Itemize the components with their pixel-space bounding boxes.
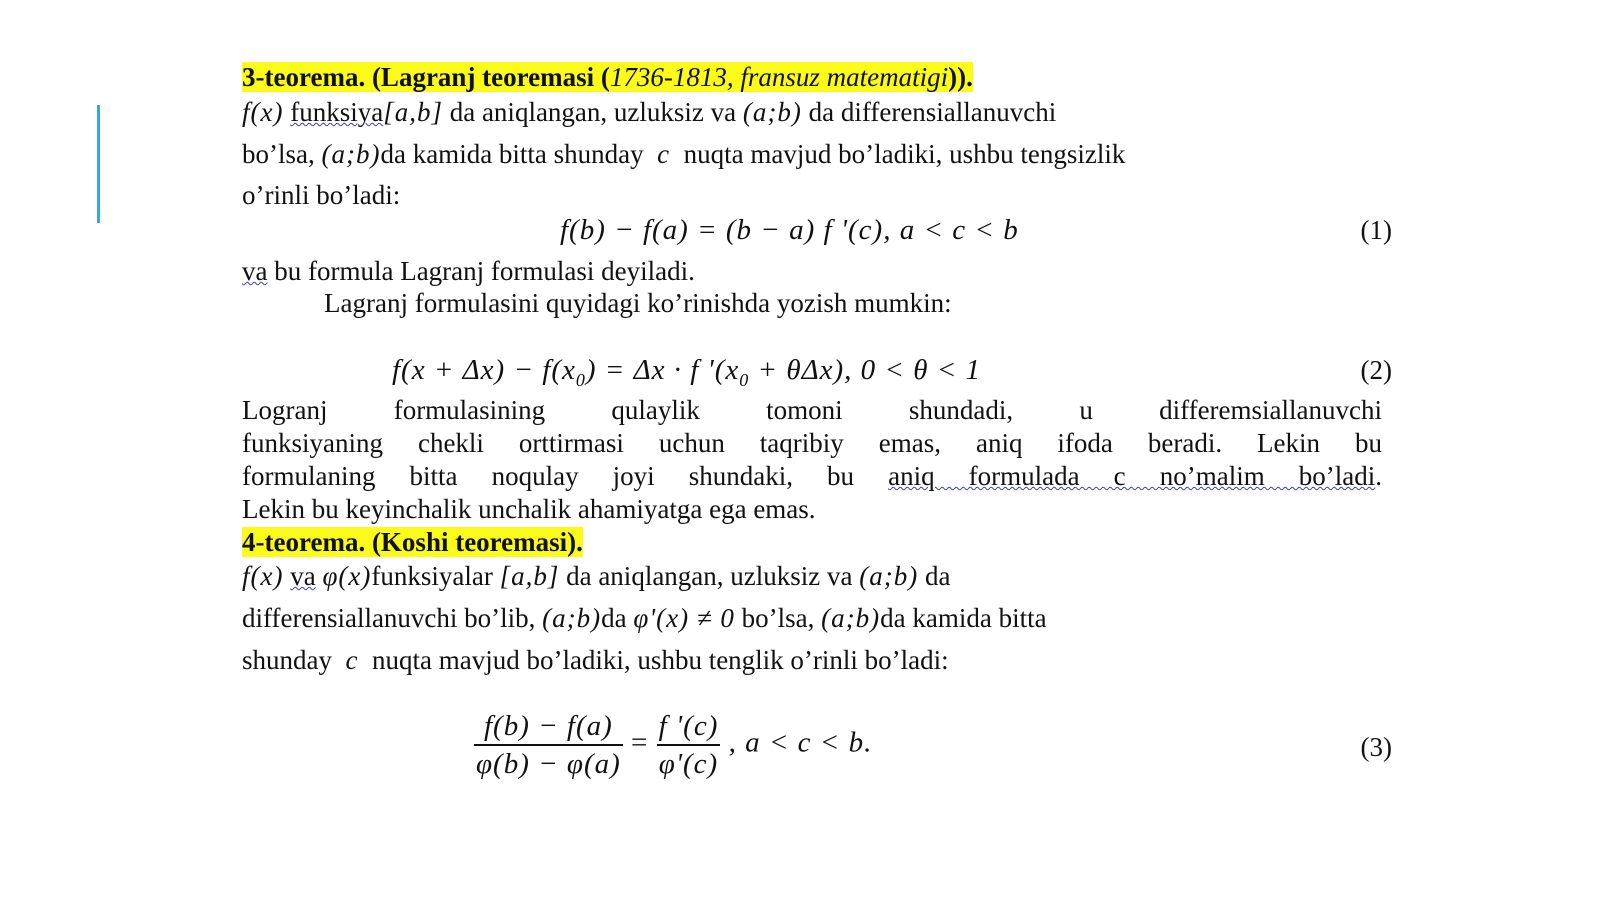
formula-2-part: ) = Δx · f '(x (585, 354, 740, 386)
text-segment: funksiyalar (371, 561, 493, 591)
math-open-interval: (a;b) (821, 603, 881, 633)
theorem4-line1 (242, 559, 950, 593)
theorem3-heading-title: 3-teorema. (Lagranj teoremasi ( (242, 62, 610, 92)
fraction-denominator: φ(b) − φ(a) (476, 748, 621, 780)
theorem3-line3: o’rinli bo’ladi: (242, 180, 401, 210)
theorem4-heading-title: 4-teorema. (Koshi teoremasi). (242, 527, 583, 557)
text-segment: da differensiallanuvchi (808, 97, 1057, 127)
formula-2-part: + θΔx), 0 < θ < 1 (749, 354, 982, 386)
accent-bar (97, 105, 100, 223)
fraction-numerator: f '(c) (658, 710, 719, 742)
theorem4-line2 (242, 601, 1047, 635)
text-segment: nuqta mavjud bo’ladiki, ushbu tengsizlik (683, 139, 1126, 169)
math-open-interval: (a;b) (321, 139, 381, 169)
theorem4-heading (242, 525, 583, 559)
text-segment: da aniqlangan, uzluksiz va (566, 561, 853, 591)
paragraph-line (242, 460, 1382, 493)
formula-3-tail: , a < c < b. (728, 726, 873, 759)
paragraph-line: Logranj formulasining qulaylik tomoni shundadi, u differemsiallanuvchi (242, 395, 1382, 425)
math-interval: [a,b] (383, 97, 443, 127)
math-open-interval: (a;b) (542, 603, 602, 633)
text-segment: da (924, 561, 951, 591)
formula-3-number: (3) (1360, 732, 1392, 762)
math-interval: [a,b] (499, 561, 560, 591)
text-segment: da aniqlangan, uzluksiz va (449, 97, 737, 127)
math-c: c (345, 645, 359, 675)
text-segment: shunday (242, 645, 332, 675)
theorem3-heading-note: 1736-1813, fransuz matematigi (609, 62, 949, 92)
text-segment: nuqta mavjud bo’ladiki, ushbu tenglik o’rinli bo’ladi: (371, 645, 949, 675)
math-open-interval: (a;b) (859, 561, 919, 591)
text-segment: differensiallanuvchi bo’lib, (242, 603, 536, 633)
theorem3-line2 (242, 137, 1125, 171)
formula2-intro: Lagranj formulasini quyidagi ko’rinishda yozish mumkin: (324, 288, 952, 318)
text-segment: da kamida bitta shunday (380, 139, 644, 169)
math-fx: f(x) (242, 561, 284, 591)
fraction-denominator: φ'(c) (658, 748, 719, 780)
text-segment: formulaning bitta noqulay joyi shundaki, bu (242, 461, 855, 491)
text-segment: . (1375, 461, 1383, 491)
math-fx: f(x) (242, 97, 284, 127)
math-open-interval: (a;b) (742, 97, 802, 127)
text-segment: da kamida bitta (880, 603, 1047, 633)
text-segment: da (601, 603, 627, 633)
theorem3-heading-end: )). (948, 62, 973, 92)
formula-2-part: f(x + Δx) − f(x (392, 354, 576, 386)
underlined-phrase: aniq formulada c no’malim bo’ladi (888, 461, 1376, 491)
text-segment: bo’lsa, (741, 603, 815, 633)
paragraph-line: Lekin bu keyinchalik unchalik ahamiyatga ega emas. (242, 494, 816, 524)
theorem3-heading (242, 60, 973, 94)
theorem4-line3 (242, 643, 949, 677)
formula-2-number: (2) (1360, 355, 1392, 385)
formula-2-subscript: 0 (739, 369, 750, 390)
text-segment: bu formula Lagranj formulasi deyiladi. (274, 256, 695, 286)
formula-1: f(b) − f(a) = (b − a) f '(c), a < c < b (560, 214, 1019, 246)
word-funksiya: funksiya (290, 97, 384, 127)
math-c: c (657, 139, 671, 169)
formula-2-subscript: 0 (575, 369, 586, 390)
fraction-left (474, 708, 623, 782)
equals-sign: = (631, 726, 649, 759)
math-phi-x: φ(x) (322, 561, 372, 591)
formula-2 (392, 353, 981, 397)
text-segment: bo’lsa, (242, 139, 315, 169)
formula1-caption (242, 254, 695, 288)
formula-3 (474, 708, 872, 782)
formula-1-number: (1) (1360, 215, 1392, 245)
math-condition: φ'(x) ≠ 0 (633, 603, 735, 633)
word-va: va (290, 561, 316, 591)
fraction-numerator: f(b) − f(a) (483, 710, 613, 742)
paragraph-line: funksiyaning chekli orttirmasi uchun taqribiy emas, aniq ifoda beradi. Lekin bu (242, 428, 1382, 458)
fraction-right (657, 708, 721, 782)
theorem3-line1 (242, 95, 1056, 129)
word-va: va (242, 256, 268, 286)
document-page (242, 0, 1392, 899)
